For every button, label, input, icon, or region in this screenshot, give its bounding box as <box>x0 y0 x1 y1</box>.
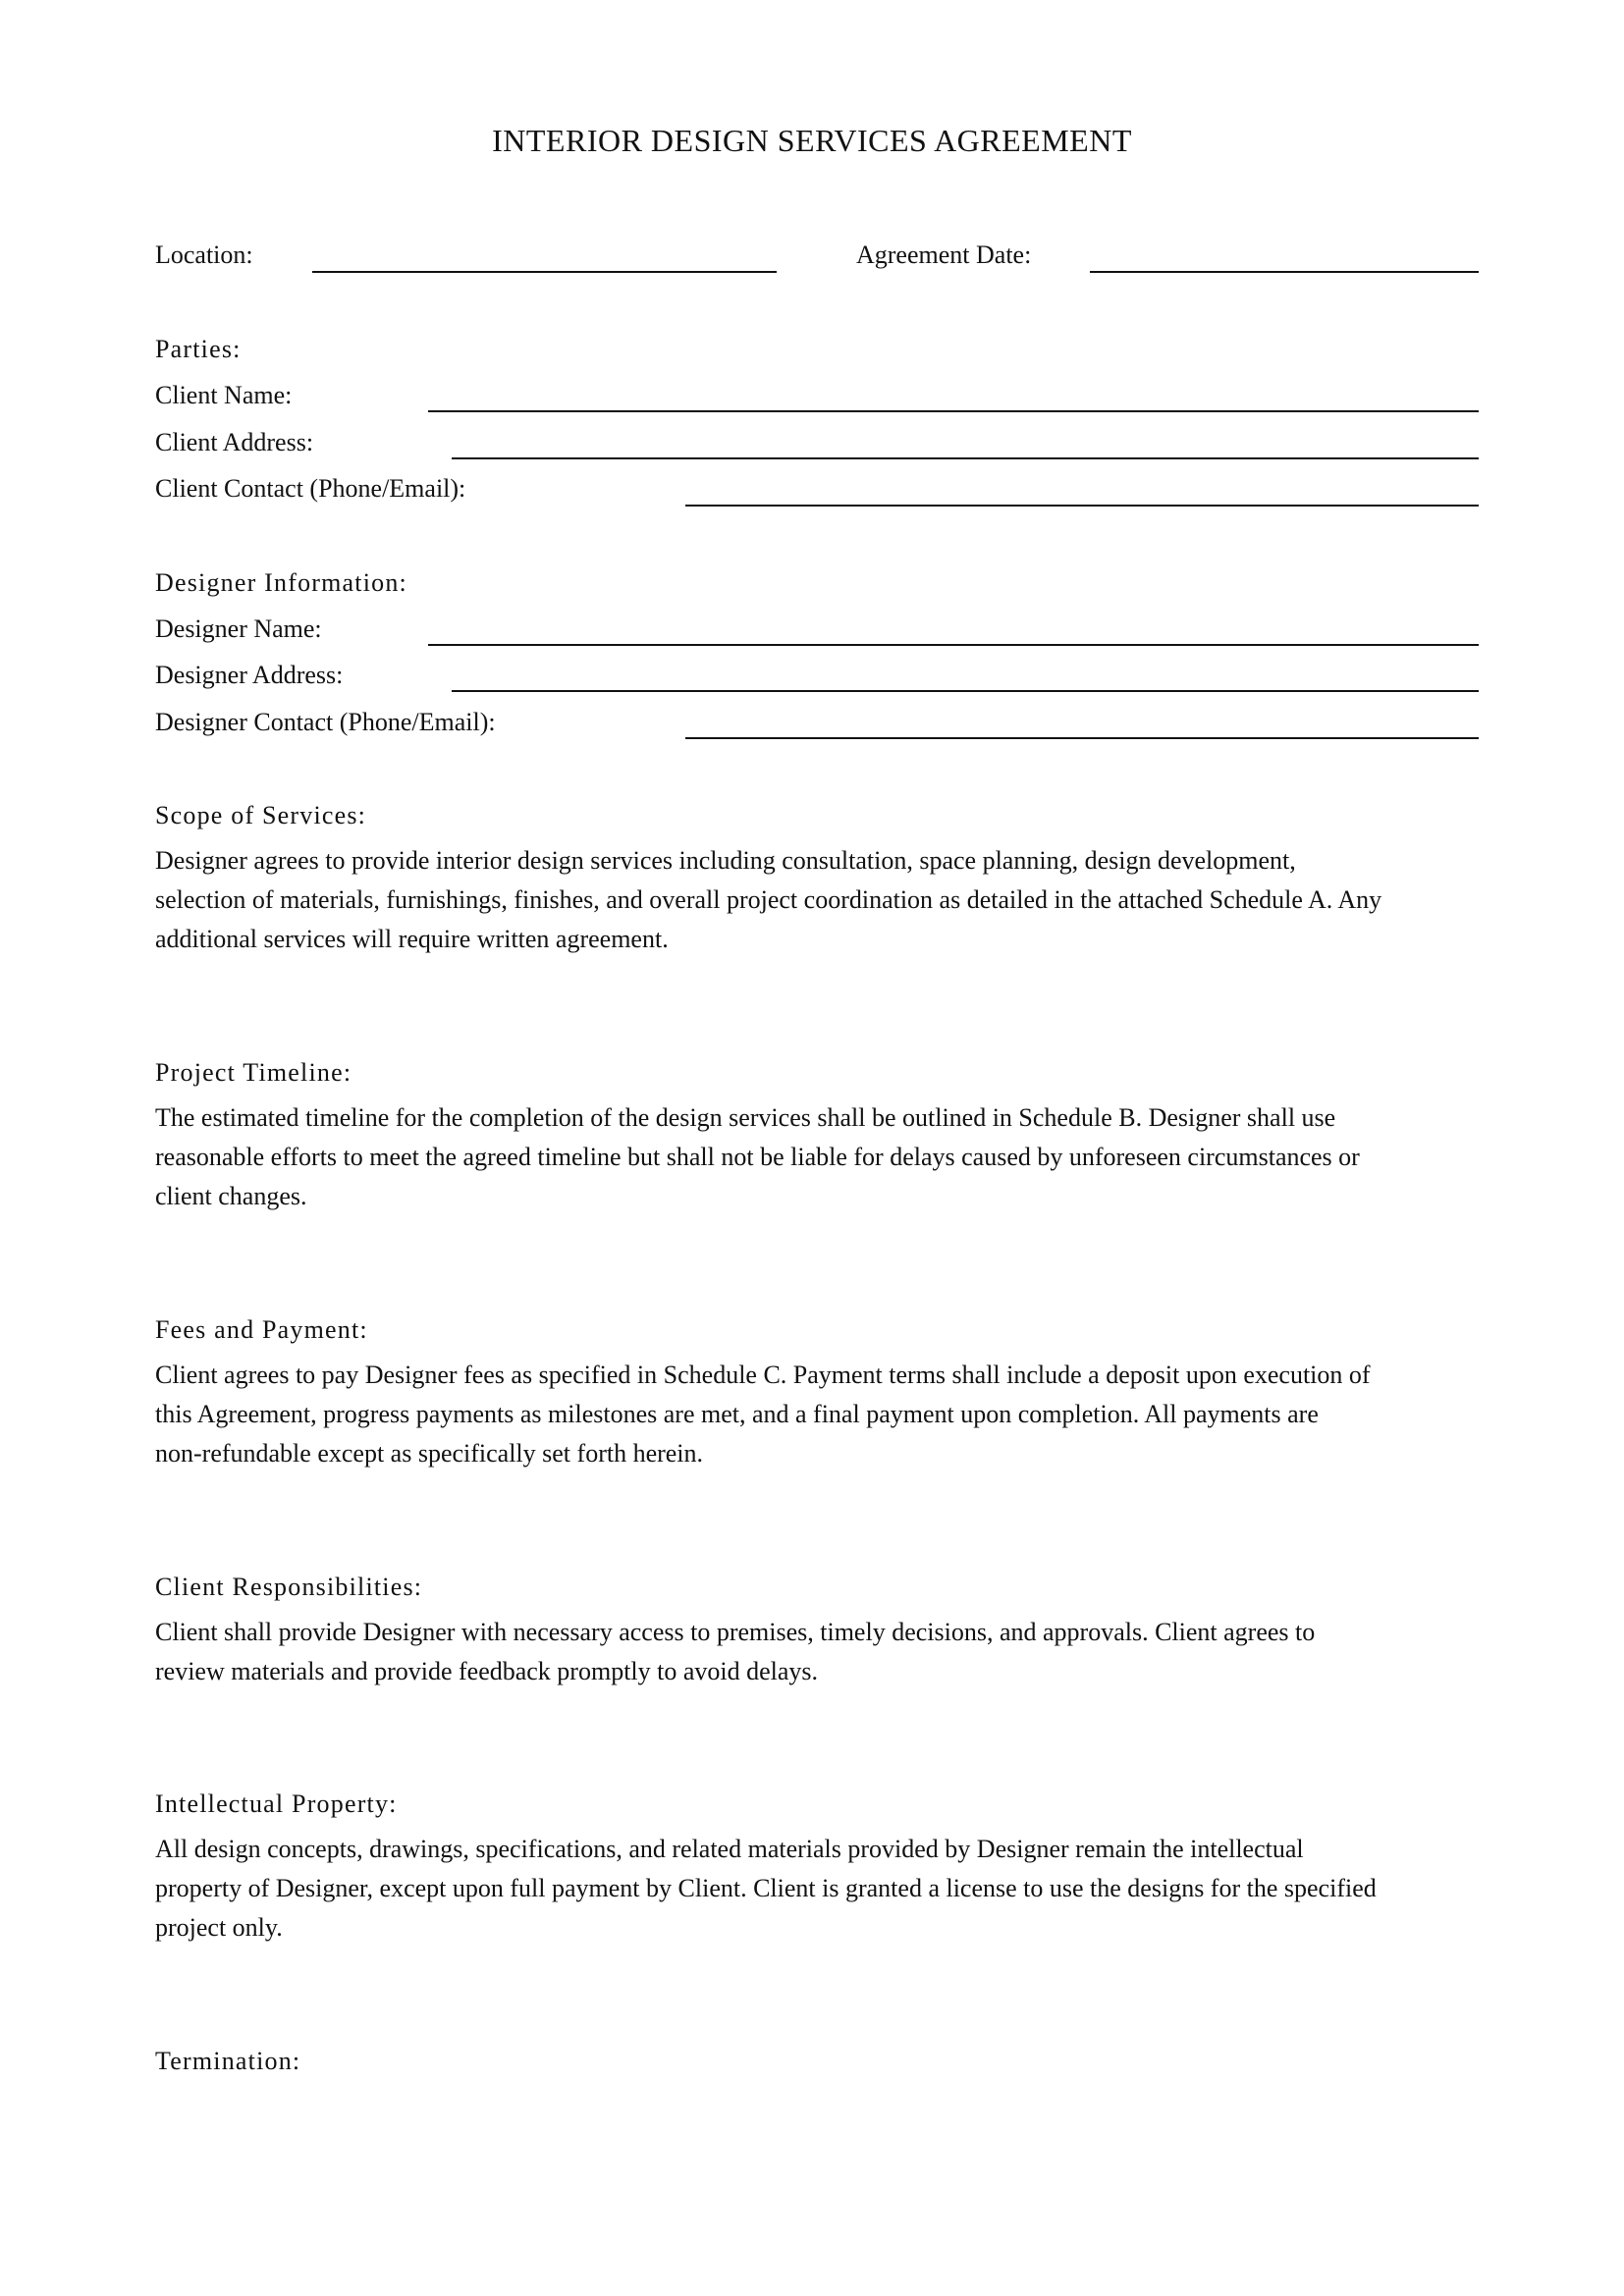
location-field[interactable] <box>312 271 777 273</box>
designer-contact-field[interactable] <box>685 737 1479 739</box>
designer-name-label: Designer Name: <box>155 614 322 643</box>
client-contact-label: Client Contact (Phone/Email): <box>155 474 466 503</box>
fees-line: Client agrees to pay Designer fees as specified in Schedule C. Payment terms shall include a deposit upon execution of <box>155 1361 1371 1389</box>
scope-line: selection of materials, furnishings, finishes, and overall project coordination as detailed in the attached Schedule A. Any <box>155 885 1382 914</box>
timeline-line: reasonable efforts to meet the agreed timeline but shall not be liable for delays caused by unforeseen circumstances or <box>155 1143 1360 1171</box>
designer-contact-label: Designer Contact (Phone/Email): <box>155 708 496 736</box>
scope-paragraph <box>155 841 1483 959</box>
client-responsibilities-heading: Client Responsibilities: <box>155 1573 423 1601</box>
designer-info-heading: Designer Information: <box>155 568 407 597</box>
timeline-heading: Project Timeline: <box>155 1058 352 1087</box>
document-title: INTERIOR DESIGN SERVICES AGREEMENT <box>492 123 1132 158</box>
scope-heading: Scope of Services: <box>155 801 367 829</box>
client-address-label: Client Address: <box>155 428 314 456</box>
client-address-field[interactable] <box>452 457 1479 459</box>
designer-name-field[interactable] <box>428 644 1479 646</box>
client-contact-field[interactable] <box>685 505 1479 507</box>
ip-paragraph <box>155 1830 1483 1948</box>
ip-heading: Intellectual Property: <box>155 1789 398 1818</box>
client-responsibilities-line: Client shall provide Designer with necessary access to premises, timely decisions, and approvals. Client agrees to <box>155 1618 1316 1646</box>
client-name-field[interactable] <box>428 410 1479 412</box>
scope-line: Designer agrees to provide interior design services including consultation, space planning, design development, <box>155 846 1296 875</box>
client-name-label: Client Name: <box>155 381 293 409</box>
termination-heading: Termination: <box>155 2047 301 2075</box>
timeline-line: client changes. <box>155 1182 307 1210</box>
ip-line: project only. <box>155 1913 283 1942</box>
timeline-line: The estimated timeline for the completion of the design services shall be outlined in Schedule B. Designer shall use <box>155 1103 1336 1132</box>
fees-line: this Agreement, progress payments as milestones are met, and a final payment upon completion. All payments are <box>155 1400 1319 1428</box>
ip-line: property of Designer, except upon full payment by Client. Client is granted a license to use the designs for the specified <box>155 1874 1377 1902</box>
client-responsibilities-line: review materials and provide feedback promptly to avoid delays. <box>155 1657 819 1685</box>
fees-heading: Fees and Payment: <box>155 1315 368 1344</box>
agreement-date-field[interactable] <box>1090 271 1479 273</box>
fees-paragraph <box>155 1356 1483 1473</box>
client-responsibilities-paragraph <box>155 1613 1483 1691</box>
scope-line: additional services will require written agreement. <box>155 925 669 953</box>
designer-address-field[interactable] <box>452 690 1479 692</box>
ip-line: All design concepts, drawings, specifications, and related materials provided by Designer remain the intellectual <box>155 1835 1304 1863</box>
agreement-date-label: Agreement Date: <box>856 240 1032 269</box>
fees-line: non-refundable except as specifically set forth herein. <box>155 1439 704 1468</box>
designer-address-label: Designer Address: <box>155 661 344 689</box>
location-label: Location: <box>155 240 253 269</box>
parties-heading: Parties: <box>155 335 242 363</box>
timeline-paragraph <box>155 1098 1483 1216</box>
